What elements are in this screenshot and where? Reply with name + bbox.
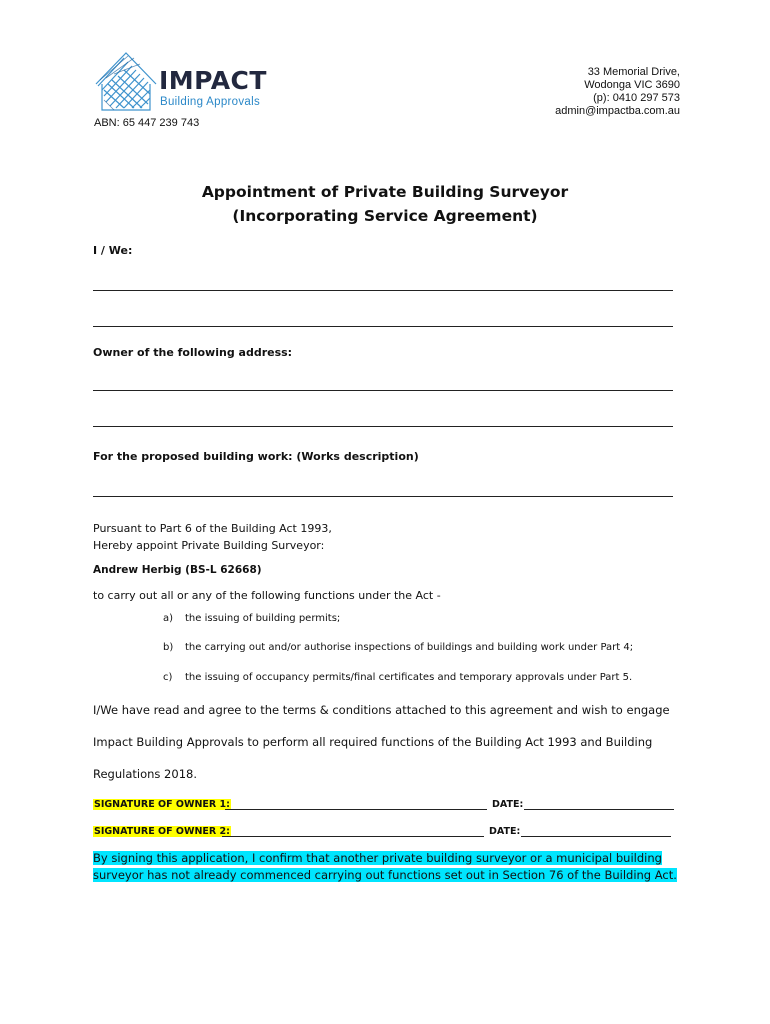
declaration-notice [93, 850, 677, 884]
signature-owner-1-field[interactable] [225, 809, 487, 810]
list-item [163, 672, 632, 683]
owners-name-field-2[interactable] [93, 326, 673, 327]
title-line-2: (Incorporating Service Agreement) [232, 207, 538, 225]
address-field-2[interactable] [93, 426, 673, 427]
list-marker: b) [163, 642, 174, 653]
agreement-line-2: Impact Building Approvals to perform all required functions of the Building Act 1993 and Building [93, 735, 653, 749]
house-sketch-icon [94, 50, 164, 112]
contact-email: admin@impactba.com.au [555, 105, 680, 117]
logo-subtitle: Building Approvals [160, 96, 261, 108]
works-label: For the proposed building work: (Works description) [93, 450, 419, 463]
appoint-text: Hereby appoint Private Building Surveyor: [93, 539, 325, 552]
contact-phone: (p): 0410 297 573 [593, 92, 680, 104]
surveyor-name: Andrew Herbig (BS-L 62668) [93, 564, 262, 576]
date-1-field[interactable] [524, 809, 674, 810]
signature-owner-2-label: SIGNATURE OF OWNER 2: [94, 826, 230, 837]
date-1-label: DATE: [492, 799, 524, 810]
contact-city: Wodonga VIC 3690 [584, 79, 680, 91]
address-field-1[interactable] [93, 390, 673, 391]
agreement-line-3: Regulations 2018. [93, 767, 197, 781]
contact-street: 33 Memorial Drive, [587, 66, 680, 78]
list-text: the carrying out and/or authorise inspections of buildings and building work under Part 4; [185, 642, 634, 653]
signature-owner-2-field[interactable] [222, 836, 484, 837]
owners-name-field-1[interactable] [93, 290, 673, 291]
date-2-label: DATE: [489, 826, 521, 837]
logo-wordmark: IMPACT [159, 66, 267, 95]
abn-number: ABN: 65 447 239 743 [94, 117, 200, 129]
list-item [163, 642, 633, 653]
list-marker: a) [163, 613, 174, 624]
company-logo [94, 50, 279, 112]
contact-block [555, 66, 680, 118]
works-description-field[interactable] [93, 496, 673, 497]
agreement-line-1: I/We have read and agree to the terms & conditions attached to this agreement and wish to engage [93, 703, 670, 717]
list-text: the issuing of occupancy permits/final certificates and temporary approvals under Part 5. [185, 672, 633, 683]
document-title [0, 180, 770, 228]
list-text: the issuing of building permits; [185, 613, 341, 624]
address-label: Owner of the following address: [93, 346, 293, 359]
list-marker: c) [163, 672, 173, 683]
title-line-1: Appointment of Private Building Surveyor [201, 183, 569, 201]
notice-line-2: surveyor has not already commenced carrying out functions set out in Section 76 of the Building Act. [93, 868, 677, 882]
date-2-field[interactable] [521, 836, 671, 837]
signature-owner-1-label: SIGNATURE OF OWNER 1: [94, 799, 230, 810]
list-item [163, 613, 340, 624]
owners-label: I / We: [93, 244, 133, 257]
notice-line-1: By signing this application, I confirm that another private building surveyor or a municipal building [93, 851, 662, 865]
functions-intro: to carry out all or any of the following functions under the Act - [93, 589, 441, 602]
pursuant-text: Pursuant to Part 6 of the Building Act 1993, [93, 522, 332, 535]
